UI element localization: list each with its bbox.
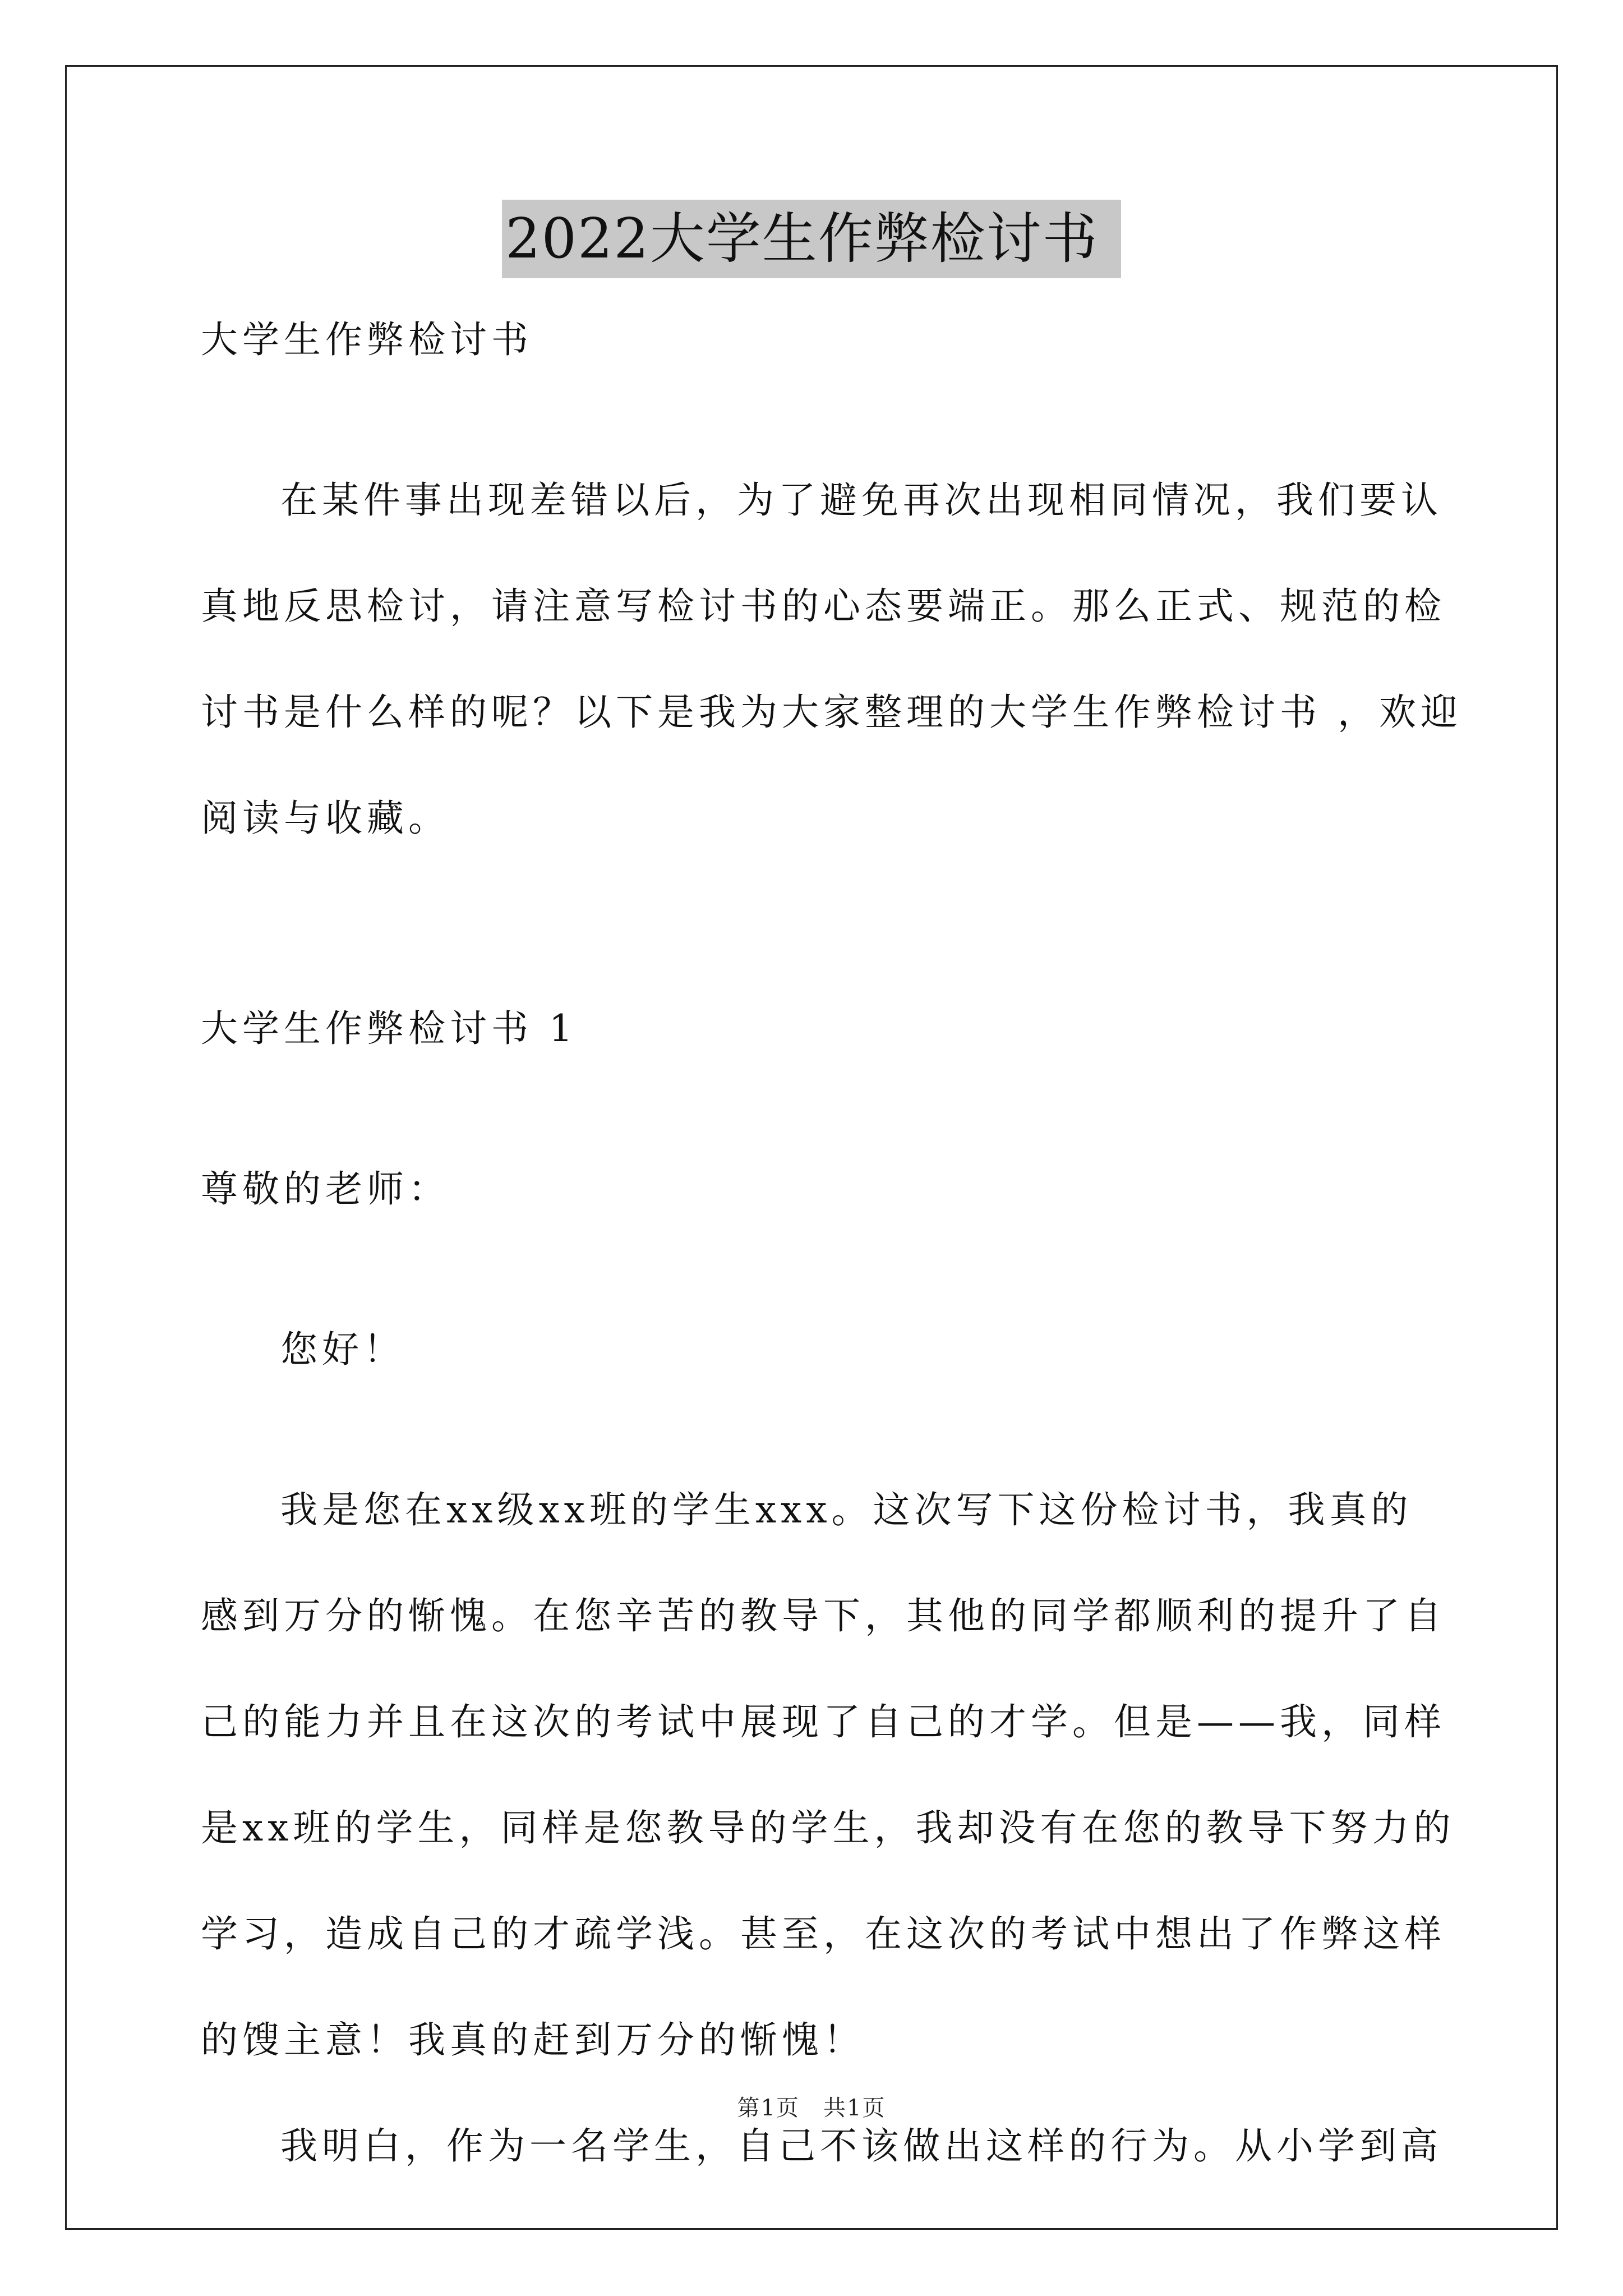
body-paragraph-2 bbox=[201, 2120, 1442, 2172]
title-container bbox=[0, 200, 1623, 278]
paragraph-line: 的馊主意！我真的赶到万分的惭愧！ bbox=[201, 2018, 865, 2062]
page-number-label: 第1页 共1页 bbox=[737, 2095, 886, 2121]
document-body bbox=[201, 314, 1462, 2226]
greeting-line: 您好！ bbox=[280, 1328, 405, 1371]
section-title-paragraph bbox=[201, 1003, 1429, 1055]
paragraph-line: 己的能力并且在这次的考试中展现了自己的才学。但是——我，同样 bbox=[201, 1700, 1446, 1743]
section-title: 大学生作弊检讨书 1 bbox=[201, 1007, 577, 1050]
paragraph-line: 在某件事出现差错以后，为了避免再次出现相同情况，我们要认 bbox=[280, 478, 1442, 522]
intro-paragraph bbox=[201, 475, 1462, 844]
paragraph-line: 我是您在xx级xx班的学生xxx。这次写下这份检讨书，我真的 bbox=[280, 1488, 1413, 1531]
page-footer bbox=[0, 2091, 1623, 2125]
paragraph-line: 阅读与收藏。 bbox=[201, 797, 450, 840]
paragraph-line: 真地反思检讨，请注意写检讨书的心态要端正。那么正式、规范的检 bbox=[201, 585, 1446, 628]
greeting-paragraph bbox=[201, 1324, 1429, 1375]
heading-paragraph bbox=[201, 314, 1429, 366]
salutation-line: 尊敬的老师： bbox=[201, 1167, 450, 1211]
heading-line: 大学生作弊检讨书 bbox=[201, 318, 533, 361]
document-title: 2022大学生作弊检讨书 bbox=[502, 200, 1121, 278]
body-paragraph-1 bbox=[201, 1484, 1455, 2066]
paragraph-line: 学习，造成自己的才疏学浅。甚至，在这次的考试中想出了作弊这样 bbox=[201, 1912, 1446, 1955]
paragraph-line: 是xx班的学生，同样是您教导的学生，我却没有在您的教导下努力的 bbox=[201, 1806, 1455, 1849]
paragraph-line: 感到万分的惭愧。在您辛苦的教导下，其他的同学都顺利的提升了自 bbox=[201, 1594, 1446, 1637]
paragraph-line: 我明白，作为一名学生，自己不该做出这样的行为。从小学到高 bbox=[280, 2124, 1442, 2168]
paragraph-line: 讨书是什么样的呢？以下是我为大家整理的大学生作弊检讨书 ，欢迎 bbox=[201, 691, 1462, 734]
salutation-paragraph bbox=[201, 1163, 1429, 1215]
